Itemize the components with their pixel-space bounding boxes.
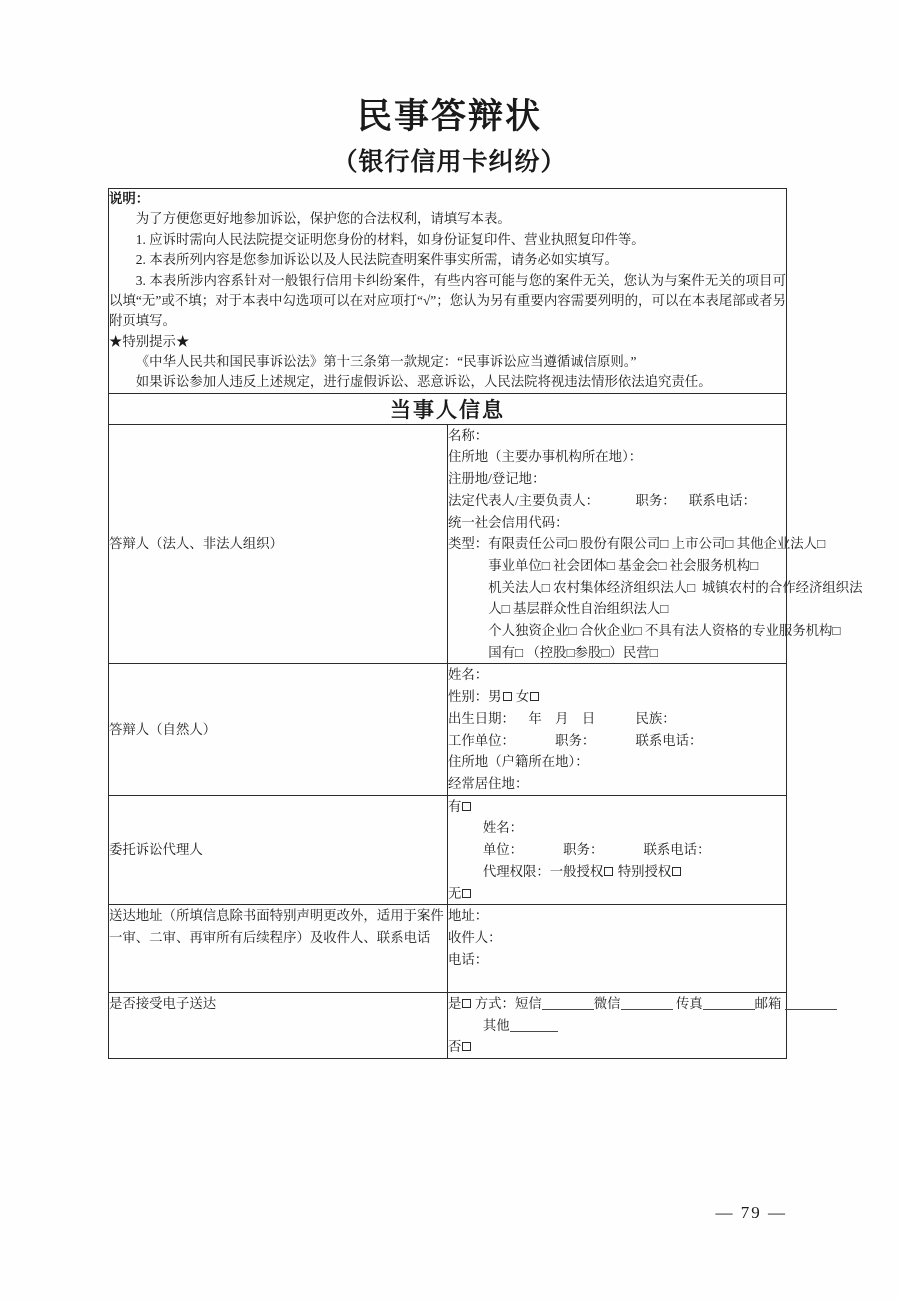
method-other-input[interactable] <box>510 1018 558 1032</box>
field-entity-credit-code: 统一社会信用代码： <box>448 514 569 530</box>
special-tip-law: 《中华人民共和国民事诉讼法》第十三条第一款规定：“民事诉讼应当遵循诚信原则。” <box>135 354 637 369</box>
notes-item-3: 3. 本表所涉内容系针对一般银行信用卡纠纷案件，有些内容可能与您的案件无关，您认为与案件无关的项目可以填“无”或不填；对于本表中勾选项可以在对应项打“√”；您认为另有重要内容需要列明的，可以在本表尾部或者另附页填写。 <box>109 272 786 329</box>
gender-female-label: 女 <box>515 689 530 705</box>
method-fax-input[interactable] <box>703 996 755 1010</box>
method-sms-input[interactable] <box>542 996 594 1010</box>
notes-item-2: 2. 本表所列内容是您参加诉讼以及人民法院查明案件事实所需，请务必如实填写。 <box>135 252 618 268</box>
field-person-work-line <box>448 730 786 752</box>
method-email-label: 邮箱 <box>754 996 782 1012</box>
method-wechat-label: 微信 <box>593 996 621 1012</box>
birth-month-unit: 月 <box>555 710 569 726</box>
notes-block <box>109 189 786 393</box>
electronic-method-label: 方式： <box>474 996 515 1012</box>
field-entity-legal-rep-line <box>448 490 786 512</box>
entity-type-options-1[interactable]: 有限责任公司□ 股份有限公司□ 上市公司□ 其他企业法人□ <box>488 536 826 552</box>
electronic-service-no-line <box>448 1036 786 1058</box>
electronic-service-yes-line <box>448 993 786 1015</box>
label-service-address: 送达地址（所填信息除书面特别声明更改外，适用于案件一审、二审、再审所有后续程序）及收件人、联系电话 <box>109 905 448 993</box>
entity-type-options-6[interactable]: 国有□ （控股□参股□）民营□ <box>488 644 658 660</box>
document-title: 民事答辩状 <box>356 97 542 136</box>
electronic-method-other-line <box>448 1015 786 1037</box>
notes-heading: 说明： <box>109 191 150 206</box>
method-other-label: 其他 <box>482 1017 510 1033</box>
row-service-address <box>109 905 787 993</box>
field-service-phone: 电话： <box>448 951 489 967</box>
field-agent-unit: 单位： <box>482 842 523 858</box>
notes-cell <box>109 189 787 394</box>
checkbox-authority-general[interactable] <box>604 867 613 876</box>
method-email-input[interactable] <box>785 996 837 1010</box>
document-subtitle: （银行信用卡纠纷） <box>332 148 567 176</box>
row-electronic-service <box>109 993 787 1059</box>
field-agent-post: 职务： <box>563 842 604 858</box>
agent-authority-special-label: 特别授权 <box>617 863 672 879</box>
field-agent-unit-line <box>448 839 786 861</box>
field-entity-domicile: 住所地（主要办事机构所在地）： <box>448 449 643 465</box>
checkbox-gender-female[interactable] <box>530 692 539 701</box>
row-natural-person <box>109 664 787 795</box>
field-entity-name: 名称： <box>448 427 489 443</box>
field-entity-type-label: 类型： <box>448 536 489 552</box>
agent-authority-label: 代理权限： <box>482 863 550 879</box>
gender-male-label: 男 <box>488 689 502 705</box>
notes-intro: 为了方便您更好地参加诉讼，保护您的合法权利，请填写本表。 <box>135 211 511 227</box>
value-respondent-natural-person <box>448 664 787 795</box>
notes-row <box>109 189 787 394</box>
title-block <box>0 95 899 179</box>
section-header-party-info: 当事人信息 <box>109 393 787 424</box>
special-tip-heading: ★特别提示★ <box>109 333 190 349</box>
label-respondent-legal-entity: 答辩人（法人、非法人组织） <box>109 424 448 664</box>
field-person-name: 姓名： <box>448 667 489 683</box>
field-person-gender-line <box>448 686 786 708</box>
field-person-birth-label: 出生日期： <box>448 710 515 726</box>
field-entity-legal-rep-post: 职务： <box>635 492 676 508</box>
checkbox-authority-special[interactable] <box>672 867 681 876</box>
checkbox-electronic-service-yes[interactable] <box>462 999 471 1008</box>
field-entity-registration: 注册地/登记地： <box>448 471 546 487</box>
row-legal-entity <box>109 424 787 664</box>
field-agent-phone: 联系电话： <box>643 842 711 858</box>
value-litigation-agent <box>448 795 787 905</box>
checkbox-electronic-service-no[interactable] <box>462 1042 471 1051</box>
value-electronic-service <box>448 993 787 1059</box>
agent-authority-line <box>448 861 786 883</box>
field-agent-name: 姓名： <box>482 820 523 836</box>
value-service-address <box>448 905 787 993</box>
field-entity-legal-rep-phone: 联系电话： <box>689 492 756 508</box>
entity-type-options-2[interactable]: 事业单位□ 社会团体□ 基金会□ 社会服务机构□ <box>488 557 759 573</box>
label-electronic-service: 是否接受电子送达 <box>109 993 448 1059</box>
field-person-gender-label: 性别： <box>448 689 489 705</box>
agent-none-line <box>448 883 786 905</box>
special-tip-warning: 如果诉讼参加人违反上述规定，进行虚假诉讼、恶意诉讼，人民法院将视违法情形依法追究责任。 <box>135 374 712 390</box>
notes-item-1: 1. 应诉时需向人民法院提交证明您身份的材料，如身份证复印件、营业执照复印件等。 <box>135 231 645 247</box>
field-person-ethnicity: 民族： <box>635 710 676 726</box>
respondent-form-table <box>108 188 863 1059</box>
agent-has-line <box>448 796 786 818</box>
field-person-post: 职务： <box>555 732 596 748</box>
page-number: — 79 — <box>715 1203 787 1222</box>
agent-authority-general-label: 一般授权 <box>549 863 604 879</box>
checkbox-agent-has[interactable] <box>462 802 471 811</box>
section-header-row <box>109 393 787 424</box>
value-respondent-legal-entity <box>448 424 863 664</box>
birth-day-unit: 日 <box>581 710 596 726</box>
electronic-service-no-label: 否 <box>448 1039 462 1055</box>
field-person-birth-line <box>448 708 786 730</box>
field-person-residence: 经常居住地： <box>448 776 529 791</box>
field-person-phone: 联系电话： <box>635 732 703 748</box>
row-litigation-agent <box>109 795 787 905</box>
checkbox-agent-none[interactable] <box>462 889 471 898</box>
checkbox-gender-male[interactable] <box>503 692 512 701</box>
field-entity-type-line-1 <box>448 533 826 555</box>
field-person-work-unit: 工作单位： <box>448 732 515 748</box>
field-service-address: 地址： <box>448 908 489 924</box>
field-entity-legal-rep: 法定代表人/主要负责人： <box>448 492 600 508</box>
label-litigation-agent: 委托诉讼代理人 <box>109 795 448 905</box>
entity-type-options-3[interactable]: 机关法人□ 农村集体经济组织法人□ 城镇农村的合作经济组织法 <box>488 579 863 595</box>
label-respondent-natural-person: 答辩人（自然人） <box>109 664 448 795</box>
method-fax-label: 传真 <box>675 996 703 1012</box>
field-person-domicile: 住所地（户籍所在地）： <box>448 754 589 770</box>
method-sms-label: 短信 <box>514 996 542 1012</box>
agent-none-label: 无 <box>448 885 462 901</box>
birth-year-unit: 年 <box>528 710 542 726</box>
electronic-service-yes-label: 是 <box>448 996 462 1012</box>
entity-type-options-5[interactable]: 个人独资企业□ 合伙企业□ 不具有法人资格的专业服务机构□ <box>488 623 841 639</box>
method-wechat-input[interactable] <box>621 996 673 1010</box>
agent-has-label: 有 <box>448 798 462 814</box>
entity-type-options-4[interactable]: 人□ 基层群众性自治组织法人□ <box>488 601 669 617</box>
field-service-recipient: 收件人： <box>448 929 502 945</box>
